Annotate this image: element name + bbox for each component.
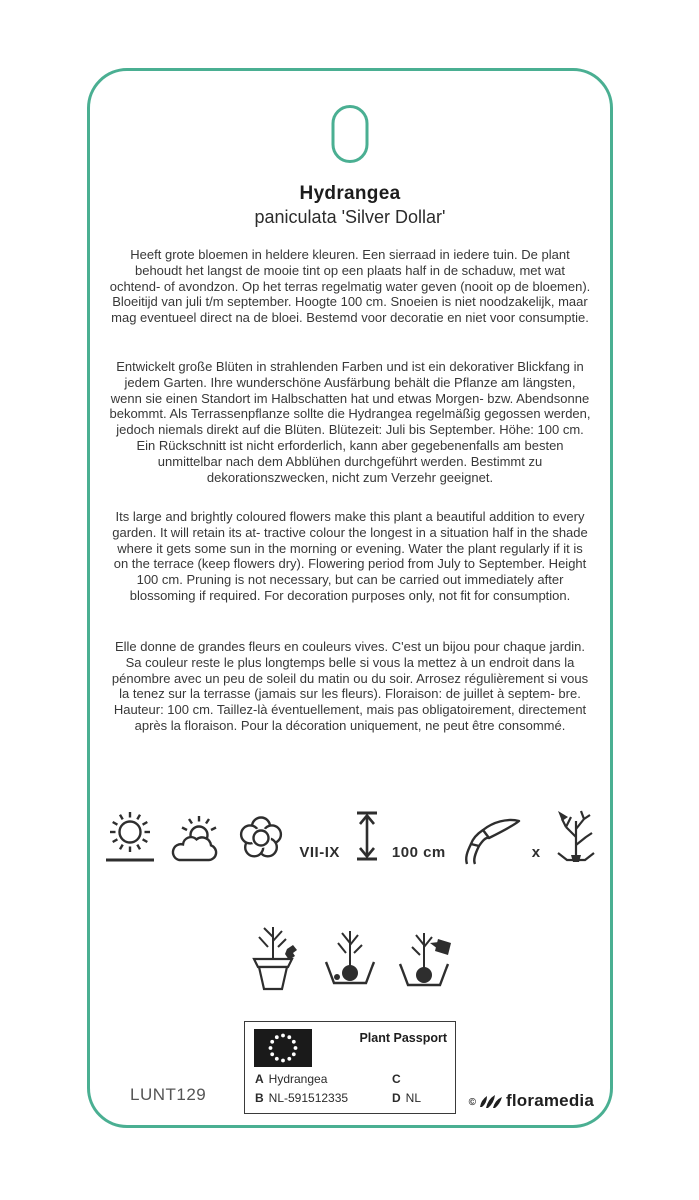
passport-value-a: Hydrangea — [268, 1072, 328, 1086]
flowering-period-icon — [234, 811, 288, 865]
plant-label-card — [87, 68, 613, 1128]
floramedia-leaf-icon — [479, 1093, 503, 1109]
care-icon-row — [90, 807, 610, 865]
description-german: Entwickelt große Blüten in strahlenden Farben und ist ein dekorativer Blickfang in jedem Garten. Ihre wunderschöne Ausfärbung behält die Pflanze am längsten, wenn sie einen Standort im Halbschatten hat und etwas Morgen- bzw. Abendsonne bekommt. Als Terrassenpflanze sollte die Hydrangea regelmäßig gegossen werden, jedoch niemals direkt auf die Blüten. Blütezeit: Juli bis September. Höhe: 100 cm. Ein Rückschnitt ist nicht erforderlich, kann aber gegebenenfalls am besten unmittelbar nach dem Abblühen durchgeführt werden. Bestimmt zu dekorationszwecken, nicht zum Verzehr geeignet. — [109, 359, 591, 485]
pruning-optional-label: x — [531, 844, 541, 861]
hanger-hole-cutout — [332, 105, 369, 163]
description-english: Its large and brightly coloured flowers make this plant a beautiful addition to every garden. It will retain its at- tractive colour the longest in a situation half in the shade where it gets some sun in the morning or evening. Water the plant regularly if it is on the terrace (keep flowers dry). Flowering period from July to September. Height 100 cm. Pruning is not necessary, but can be carried out immediately after blossoming if required. For decoration purposes only, not fit for consumption. — [112, 509, 588, 603]
passport-field-a — [255, 1072, 327, 1086]
description-dutch: Heeft grote bloemen in heldere kleuren. Een sierraad in iedere tuin. De plant behoudt het langst de mooie tint op een plaats half in de schaduw, met wat ochtend- of avondzon. Op het terras regelmatig water geven (nooit op de bloemen). Bloeitijd van juli t/m september. Hoogte 100 cm. Snoeien is niet noodzakelijk, maar mag eventueel direct na de bloei. Bestemd voor decoratie en niet voor consumptie. — [109, 247, 591, 326]
passport-title: Plant Passport — [359, 1031, 447, 1045]
passport-letter-d: D — [392, 1091, 401, 1105]
brand-name: floramedia — [506, 1091, 594, 1110]
height-icon — [353, 807, 381, 865]
label-code: LUNT129 — [130, 1085, 207, 1104]
passport-field-c — [392, 1072, 406, 1086]
passport-letter-c: C — [392, 1072, 401, 1086]
passport-letter-b: B — [255, 1091, 264, 1105]
passport-value-b: NL-591512335 — [268, 1091, 349, 1105]
height-label: 100 cm — [391, 844, 446, 861]
flowering-period-label: VII-IX — [299, 844, 340, 861]
shrub-icon — [554, 807, 598, 865]
partial-shade-icon — [169, 813, 223, 865]
passport-letter-a: A — [255, 1072, 264, 1086]
rootball-in-hole-icon — [322, 921, 378, 1007]
passport-field-d — [392, 1091, 421, 1105]
passport-field-b — [255, 1091, 348, 1105]
plant-and-water-icon — [394, 921, 460, 1007]
copyright-symbol: © — [468, 1096, 477, 1108]
planting-steps-row — [90, 921, 610, 1007]
full-sun-icon — [102, 807, 158, 865]
pruning-shears-icon — [459, 813, 521, 865]
plant-passport-box — [244, 1021, 456, 1114]
page-title: Hydrangea — [299, 183, 401, 204]
brand-mark — [469, 1091, 594, 1111]
page-subtitle: paniculata 'Silver Dollar' — [254, 207, 446, 227]
eu-flag-icon — [254, 1029, 312, 1067]
description-french: Elle donne de grandes fleurs en couleurs vives. C'est un bijou pour chaque jardin. Sa couleur reste le plus longtemps belle si vous la mettez à un endroit dans la pénombre avec un peu de soleil du matin ou du soir. Arrosez régulièrement si vous la tenez sur la terrasse (jamais sur les fleurs). Floraison: de juillet à septem- bre. Hauteur: 100 cm. Taillez-là éventuellement, mais pas obligatoirement, directement après la floraison. Pour la décoration uniquement, ne peut être consommé. — [111, 639, 589, 733]
passport-value-d: NL — [405, 1091, 422, 1105]
pot-with-tap-icon — [240, 921, 306, 1007]
